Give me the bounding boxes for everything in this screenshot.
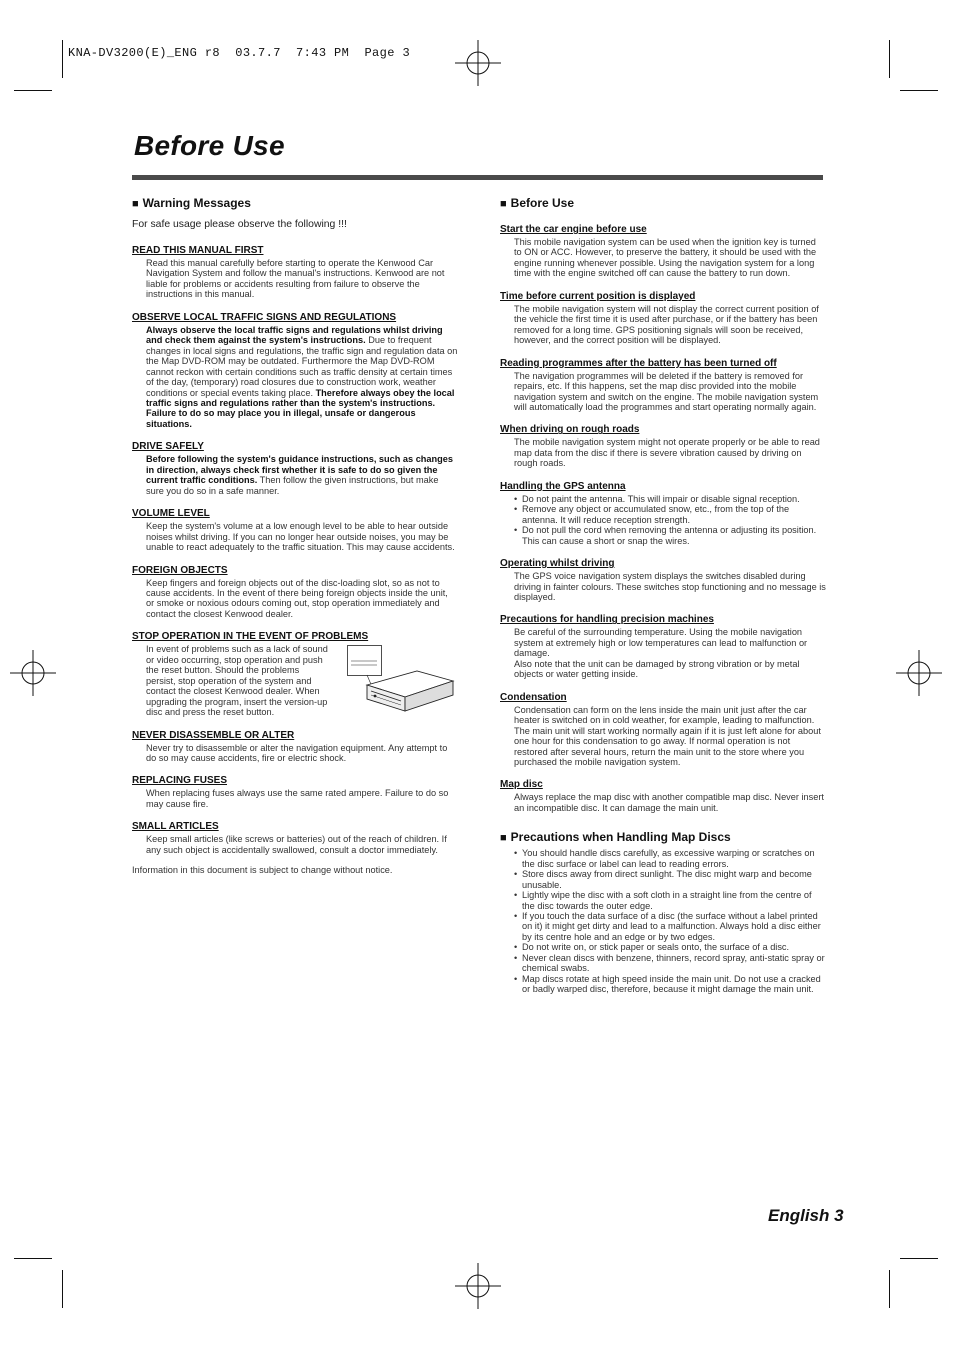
- square-bullet-icon: ■: [500, 832, 507, 845]
- subheading: STOP OPERATION IN THE EVENT OF PROBLEMS: [132, 631, 369, 643]
- before-use-item: [500, 553, 826, 602]
- list-item: • Do not pull the cord when removing the antenna or adjusting its position. This can cause a short or snap the wires.: [514, 525, 826, 546]
- subheading: Map disc: [500, 779, 543, 791]
- paragraph: Always observe the local traffic signs and regulations whilst driving and check them against the system's instructions. Due to frequent changes in local signs and regulations, the traffic sign and regulation data on the Map DVD-ROM may be outdated. Furthermore the Map DVD-ROM cannot reckon with certain conditions such as traffic density at certain times of the day, (temporary) road closures due to construction work, weather conditions or special events taking place. Therefore always obey the local traffic signs and regulations rather than the system's instructions. Failure to do so may place you in illegal, unsafe or dangerous situations.: [146, 324, 458, 429]
- before-use-item: [500, 286, 826, 346]
- paragraph: The mobile navigation system might not operate properly or be able to read map data from the disc if there is severe vibration caused by driving on rough roads.: [514, 437, 820, 469]
- subheading: REPLACING FUSES: [132, 775, 228, 787]
- registration-mark-icon: [896, 650, 942, 696]
- registration-mark-icon: [455, 1263, 501, 1309]
- registration-mark-icon: [10, 650, 56, 696]
- list-item: • Do not write on, or stick paper or seals onto, the surface of a disc.: [514, 942, 826, 952]
- list-item: • Lightly wipe the disc with a soft cloth in a straight line from the centre of the disc towards the outer edge.: [514, 890, 826, 911]
- before-use-item: [500, 609, 826, 679]
- right-column: [500, 196, 826, 995]
- subheading: Operating whilst driving: [500, 558, 615, 570]
- crop-mark: [900, 1258, 938, 1259]
- paragraph: Be careful of the surrounding temperature. Using the mobile navigation system at extremely high or low temperatures can lead to malfunction or damage.: [514, 627, 808, 659]
- section-heading-map-discs: ■ Precautions when Handling Map Discs: [500, 830, 731, 845]
- section-heading-warning: ■ Warning Messages: [132, 196, 251, 210]
- before-use-item: [500, 353, 826, 413]
- subheading: VOLUME LEVEL: [132, 508, 210, 520]
- warning-drive-safely: [132, 436, 458, 496]
- subheading: READ THIS MANUAL FIRST: [132, 245, 264, 256]
- paragraph: Always replace the map disc with another compatible map disc. Never insert an incompatible disc. It can damage the main unit.: [514, 792, 824, 813]
- navigation-unit-illustration-icon: [347, 645, 457, 717]
- list-item: • Remove any object or accumulated snow, etc., from the top of the antenna. It will reduce reception strength.: [514, 504, 826, 525]
- page-footer: English 3: [768, 1206, 844, 1225]
- registration-mark-icon: [455, 40, 501, 86]
- gps-antenna-item: [500, 476, 826, 546]
- list-item: • Map discs rotate at high speed inside the main unit. Do not use a cracked or badly warped disc, therefore, because it might damage the main unit.: [514, 974, 826, 995]
- list-item: • Store discs away from direct sunlight. The disc might warp and become unusable.: [514, 869, 826, 890]
- subheading: Condensation: [500, 691, 567, 703]
- subheading: FOREIGN OBJECTS: [132, 564, 228, 576]
- paragraph: Read this manual carefully before starting to operate the Kenwood Car Navigation System and follow the manual's instructions. Kenwood are not liable for problems or accidents resulting from failure to observe the instructions in this manual.: [146, 258, 445, 300]
- subheading: Reading programmes after the battery has been turned off: [500, 357, 777, 369]
- page-title: Before Use: [134, 130, 285, 161]
- paragraph: Before following the system's guidance instructions, such as changes in direction, always check first whether it is safe to do so given the current traffic conditions. Then follow the given instructions, but make sure you do so in a safe manner.: [146, 454, 453, 496]
- crop-mark: [14, 1258, 52, 1259]
- print-slug: KNA-DV3200(E)_ENG r8 03.7.7 7:43 PM Page 3: [68, 46, 411, 60]
- subheading: Handling the GPS antenna: [500, 480, 626, 492]
- paragraph: The GPS voice navigation system displays the switches disabled during driving in fainter colours. These switches stop functioning and no message is displayed.: [514, 571, 826, 602]
- square-bullet-icon: ■: [500, 198, 507, 210]
- left-column: [132, 196, 458, 875]
- warning-fuses: [132, 770, 458, 809]
- title-rule: [132, 175, 823, 180]
- paragraph: In event of problems such as a lack of sound or video occurring, stop operation and push the reset button. Should the problems persist, stop operation of the system and contact the closest Kenwood dealer. When upgrading the program, insert the version-up disc and press the reset button.: [146, 644, 328, 718]
- change-notice: Information in this document is subject to change without notice.: [132, 865, 393, 876]
- bullet-list: [514, 848, 826, 994]
- before-use-item: [500, 774, 826, 813]
- list-item: • You should handle discs carefully, as excessive warping or scratches on the disc surface or label can lead to reading errors.: [514, 848, 826, 869]
- list-item: • Never clean discs with benzene, thinners, record spray, anti-static spray or chemical swabs.: [514, 953, 826, 974]
- warning-stop-operation: [132, 626, 458, 717]
- paragraph: Never try to disassemble or alter the navigation equipment. Any attempt to do so may cause accidents, fire or electric shock.: [146, 742, 448, 763]
- paragraph: Keep fingers and foreign objects out of the disc-loading slot, so as not to cause accidents. In the event of there being foreign objects inside the unit, or smoke or noxious odours coming out, stop operation immediately and contact the closest Kenwood dealer.: [146, 577, 448, 619]
- paragraph: The navigation programmes will be deleted if the battery is removed for repairs, etc. If this happens, set the map disc provided into the mobile navigation system and switch on the engine. The mobile navigation system will automatically load the programmes and start operating normally again.: [514, 370, 819, 412]
- crop-mark: [900, 90, 938, 91]
- subheading: When driving on rough roads: [500, 424, 640, 436]
- square-bullet-icon: ■: [132, 198, 139, 210]
- subheading: SMALL ARTICLES: [132, 821, 219, 833]
- section-heading-before-use: ■ Before Use: [500, 196, 575, 210]
- crop-mark: [62, 1270, 63, 1308]
- subheading: Start the car engine before use: [500, 224, 647, 235]
- crop-mark: [62, 40, 63, 78]
- subheading: Time before current position is displayed: [500, 290, 696, 302]
- warning-traffic: [132, 307, 458, 430]
- paragraph: Condensation can form on the lens inside the main unit just after the car heater is switched on in cold weather, for example, leading to malfunction. The main unit will start working normally again if it is just left alone for about one hour for this condensation to go away. If normal operation is not restored after several hours, return the main unit to the store where you purchased the mobile navigation system.: [514, 704, 821, 767]
- bullet-list: [514, 494, 826, 546]
- paragraph: Keep the system's volume at a low enough level to be able to hear outside noises whilst driving. If you can no longer hear outside noises, you may be unable to react adequately to the traffic situation. This may cause accidents.: [146, 521, 455, 553]
- subheading: NEVER DISASSEMBLE OR ALTER: [132, 729, 295, 741]
- warning-volume: [132, 503, 458, 552]
- paragraph: Keep small articles (like screws or batteries) out of the reach of children. If any such object is accidentally swallowed, consult a doctor immediately.: [146, 834, 447, 855]
- paragraph: When replacing fuses always use the same rated ampere. Failure to do so may cause fire.: [146, 788, 449, 809]
- crop-mark: [889, 40, 890, 78]
- list-item: • Do not paint the antenna. This will impair or disable signal reception.: [514, 494, 826, 504]
- paragraph: The mobile navigation system will not display the correct current position of the vehicle the first time it is used after purchase, or if the battery has been removed for a long time. GPS positioning signals will soon be received, however, and the correct position will be displayed.: [514, 303, 819, 346]
- before-use-item: [500, 687, 826, 768]
- before-use-item: [500, 219, 826, 279]
- paragraph: Also note that the unit can be damaged by strong vibration or by metal objects or water getting inside.: [514, 658, 800, 680]
- subheading: Precautions for handling precision machines: [500, 614, 714, 626]
- subheading: OBSERVE LOCAL TRAFFIC SIGNS AND REGULATIONS: [132, 311, 397, 323]
- paragraph: This mobile navigation system can be used when the ignition key is turned to ON or ACC. However, to preserve the battery, it should be used with the engine running whenever possible. Using the navigation system for a long time with the engine switched off can cause the battery to run down.: [514, 237, 817, 279]
- warning-small-articles: [132, 816, 458, 855]
- warning-disassemble: [132, 725, 458, 764]
- warning-foreign-objects: [132, 560, 458, 620]
- crop-mark: [14, 90, 52, 91]
- warning-intro: For safe usage please observe the following !!!: [132, 219, 347, 230]
- crop-mark: [889, 1270, 890, 1308]
- warning-read-manual: [132, 240, 458, 300]
- before-use-item: [500, 419, 826, 468]
- subheading: DRIVE SAFELY: [132, 441, 204, 453]
- list-item: • If you touch the data surface of a disc (the surface without a label printed on it) it might get dirty and lead to a malfunction. Always hold a disc either by its centre hole and an edge or by two edges.: [514, 911, 826, 942]
